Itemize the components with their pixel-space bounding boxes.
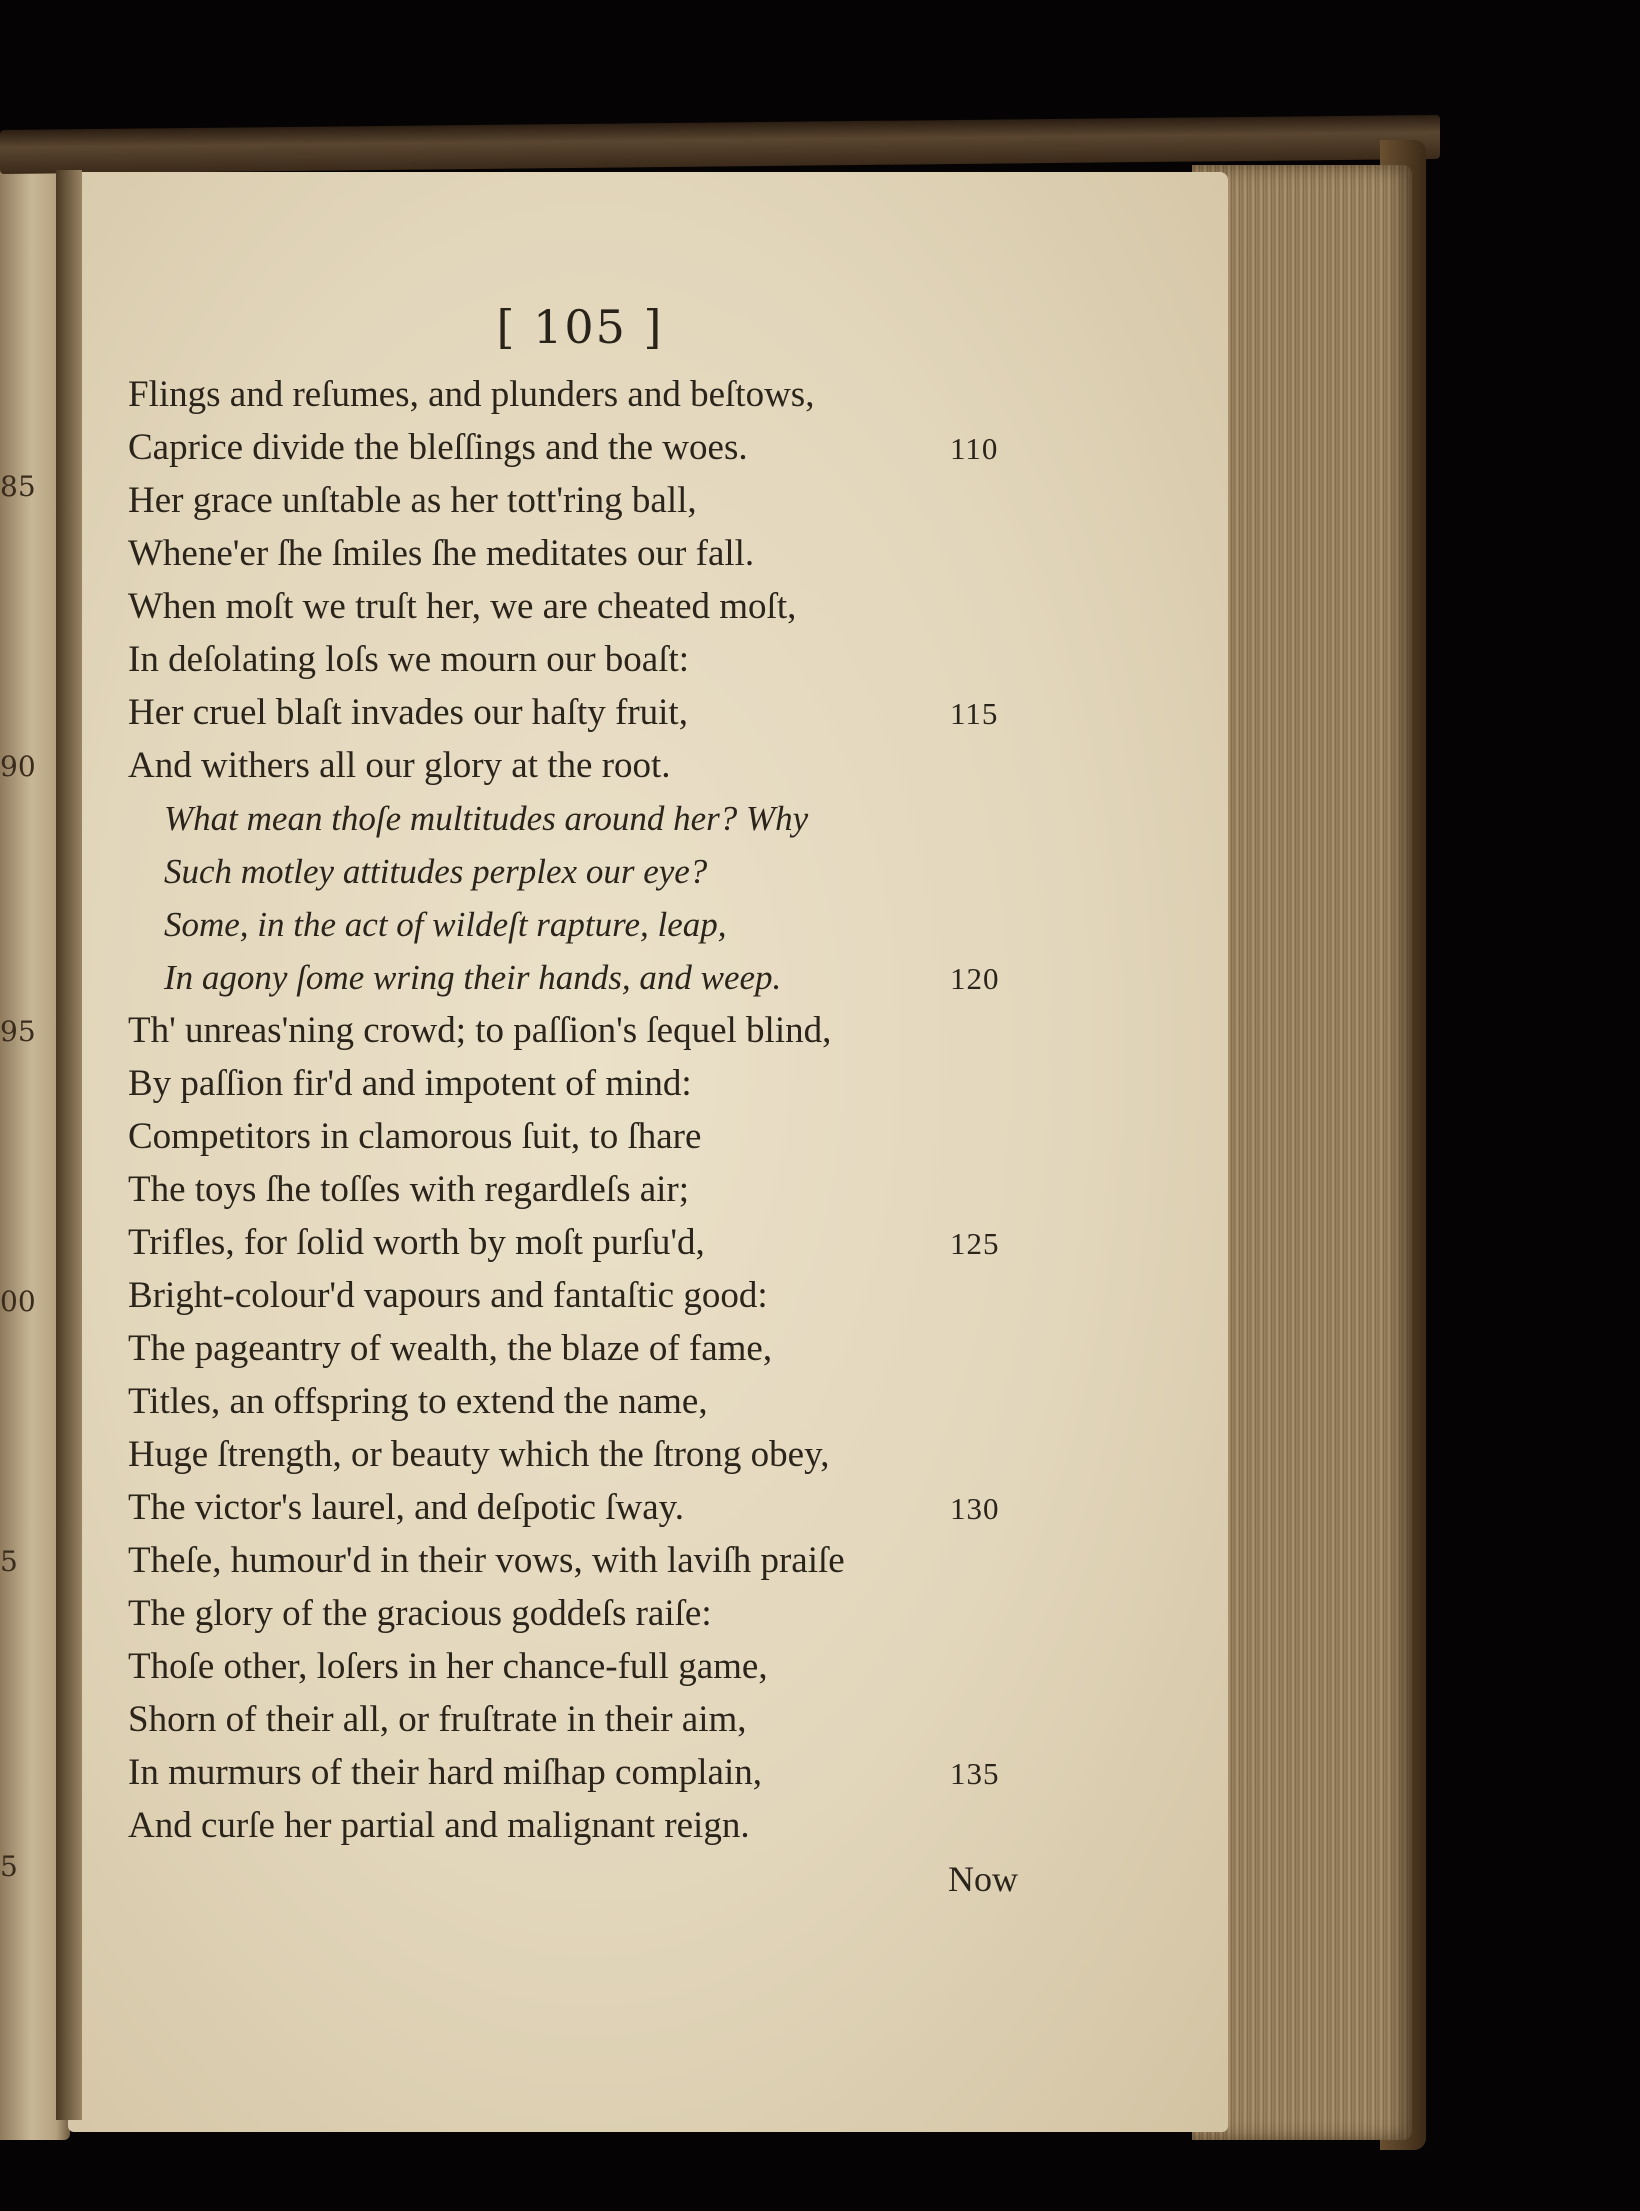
- line-number: 125: [950, 1226, 1000, 1261]
- left-page-margin-number: 85: [0, 470, 36, 503]
- line-number: 135: [950, 1756, 1000, 1791]
- left-page-margin-number: 90: [0, 750, 36, 783]
- poem-line: In agony ſome wring their hands, and weep.: [164, 958, 782, 997]
- left-page-margin-number: 95: [0, 1015, 36, 1048]
- poem-line: Whene'er ſhe ſmiles ſhe meditates our fall.: [128, 533, 755, 574]
- poem-line: Theſe, humour'd in their vows, with laviſh praiſe: [128, 1540, 845, 1581]
- poem-line: When moſt we truſt her, we are cheated moſt,: [128, 586, 797, 627]
- poem-line: Shorn of their all, or fruſtrate in their aim,: [128, 1699, 747, 1740]
- poem-line: Trifles, for ſolid worth by moſt purſu'd,: [128, 1222, 705, 1263]
- poem-line: The glory of the gracious goddeſs raiſe:: [128, 1593, 712, 1634]
- poem-line: The victor's laurel, and deſpotic ſway.: [128, 1487, 684, 1528]
- poem-line: Competitors in clamorous ſuit, to ſhare: [128, 1116, 702, 1157]
- poem-line: By paſſion fir'd and impotent of mind:: [128, 1063, 692, 1104]
- poem-line: And curſe her partial and malignant reign.: [128, 1805, 750, 1846]
- poem-line: Her cruel blaſt invades our haſty fruit,: [128, 692, 688, 733]
- poem-line: Such motley attitudes perplex our eye?: [164, 852, 708, 891]
- book-gutter: [56, 170, 82, 2120]
- poem-line: The pageantry of wealth, the blaze of fame,: [128, 1328, 773, 1369]
- poem-line: Titles, an offspring to extend the name,: [128, 1381, 708, 1422]
- poem-line: What mean thoſe multitudes around her? Why: [164, 799, 809, 838]
- poem-line: In murmurs of their hard miſhap complain,: [128, 1752, 762, 1793]
- poem-verse: [128, 368, 988, 1852]
- left-page-margin-number: 00: [0, 1285, 36, 1318]
- catchword: Now: [948, 1859, 1018, 1899]
- poem-line: Her grace unſtable as her tott'ring ball,: [128, 480, 697, 521]
- line-number: 115: [950, 696, 999, 731]
- line-number: 130: [950, 1491, 1000, 1526]
- poem-line: Flings and reſumes, and plunders and beſtows,: [128, 374, 815, 415]
- poem-line: Bright-colour'd vapours and fantaſtic good:: [128, 1275, 768, 1316]
- line-number: 120: [950, 961, 1000, 996]
- line-number: 110: [950, 431, 999, 466]
- page-number-header: [ 105 ]: [496, 300, 664, 354]
- poem-line: Th' unreas'ning crowd; to paſſion's ſequel blind,: [128, 1010, 832, 1051]
- poem-line: Thoſe other, loſers in her chance-full game,: [128, 1646, 768, 1687]
- poem-line: Caprice divide the bleſſings and the woes.: [128, 427, 748, 468]
- poem-line: The toys ſhe toſſes with regardleſs air;: [128, 1169, 690, 1210]
- poem-line: Some, in the act of wildeſt rapture, leap,: [164, 905, 727, 944]
- left-page-margin-number: 5: [0, 1850, 18, 1883]
- poem-line: And withers all our glory at the root.: [128, 745, 671, 786]
- poem-line: Huge ſtrength, or beauty which the ſtrong obey,: [128, 1434, 830, 1475]
- poem-line: In deſolating loſs we mourn our boaſt:: [128, 639, 690, 680]
- left-page-margin-number: 5: [0, 1545, 18, 1578]
